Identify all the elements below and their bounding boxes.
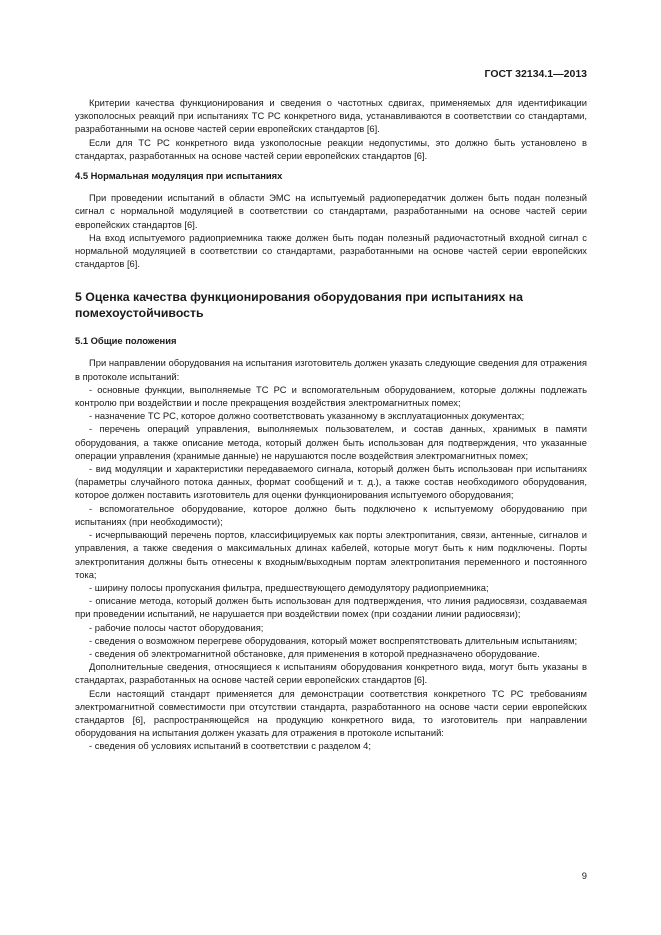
section-heading: 5 Оценка качества функционирования оборудования при испытаниях на помехоустойчивость (75, 290, 523, 320)
paragraph: - назначение ТС РС, которое должно соответствовать указанному в эксплуатационных документах; (89, 410, 525, 422)
paragraph: При направлении оборудования на испытания изготовитель должен указать следующие сведения для отражения в протоколе испытаний: (75, 357, 587, 382)
subsection-heading: 4.5 Нормальная модуляция при испытаниях (75, 170, 283, 182)
paragraph: - сведения об условиях испытаний в соответствии с разделом 4; (89, 740, 371, 752)
paragraph: - сведения о возможном перегреве оборудования, который может воспрепятствовать длительным испытаниям; (89, 634, 578, 646)
paragraph: - ширину полосы пропускания фильтра, предшествующего демодулятору радиоприемника; (89, 581, 489, 593)
page-body (75, 96, 587, 753)
paragraph: На вход испытуемого радиоприемника также должен быть подан полезный радиочастотный входной сигнал с нормальной модуляцией в соответствии со стандартами, разработанными на основе частей серии европейских стандартов [6]. (75, 231, 587, 270)
paragraph: - вспомогательное оборудование, которое должно быть подключено к испытуемому оборудованию при испытаниях (при необходимости); (75, 502, 587, 527)
page-number: 9 (581, 870, 587, 881)
paragraph: - рабочие полосы частот оборудования; (89, 621, 264, 633)
subsection-heading: 5.1 Общие положения (75, 335, 177, 347)
paragraph: - описание метода, который должен быть использован для подтверждения, что линия радиосвязи, создаваемая при проведении испытаний, не нарушается при воздействии помех (при создании линии радиосвязи); (75, 595, 587, 620)
paragraph: При проведении испытаний в области ЭМС на испытуемый радиопередатчик должен быть подан полезный сигнал с нормальной модуляцией в соответствии со стандартами, разработанными на основе частей серии европейских стандартов [6]. (75, 192, 587, 230)
paragraph: Если для ТС РС конкретного вида узкополосные реакции недопустимы, это должно быть установлено в стандартах, разработанных на основе частей серии европейских стандартов [6]. (75, 136, 587, 161)
paragraph: Критерии качества функционирования и сведения о частотных сдвигах, применяемых для идентификации узкополосных реакций при испытаниях ТС РС конкретного вида, устанавливаются в соответствии со стандартами, разработанными на основе частей серии европейских стандартов [6]. (75, 97, 587, 135)
paragraph: Если настоящий стандарт применяется для демонстрации соответствия конкретного ТС РС требованиям электромагнитной совместимости при отсутствии стандарта, разработанного на основе части серии европейских стандартов [6], распространяющейся на продукцию конкретного вида, то изготовитель при направлении оборудования на испытания должен указать для отражения в протоколе испытаний: (75, 687, 587, 739)
paragraph: - исчерпывающий перечень портов, классифицируемых как порты электропитания, связи, антенные, сигналов и управления, а также сведения о максимальных длинах кабелей, которые могут быть к ним подключены. Порты электропитания должны быть отнесены к входным/выходным портам электропитания переменного и постоянного тока; (75, 529, 587, 580)
paragraph: Дополнительные сведения, относящиеся к испытаниям оборудования конкретного вида, могут быть указаны в стандартах, разработанных на основе частей серии европейских стандартов [6]. (75, 661, 587, 686)
paragraph: - основные функции, выполняемые ТС РС и вспомогательным оборудованием, которые должны подлежать контролю при воздействии и после прекращения воздействия электромагнитных помех; (75, 383, 587, 409)
standard-code: ГОСТ 32134.1—2013 (484, 68, 587, 80)
paragraph: - сведения об электромагнитной обстановке, для применения в которой предназначено оборудование. (89, 647, 540, 659)
paragraph: - вид модуляции и характеристики передаваемого сигнала, который должен быть использован при испытаниях (параметры случайного потока данных, формат сообщений и т. д.), а также состав необходимого оборудования, которое должен поставить изготовитель для оценки функционирования испытуемого оборудования; (75, 463, 587, 501)
paragraph: - перечень операций управления, выполняемых пользователем, и состав данных, хранимых в памяти оборудования, а также описание метода, который должен быть использован для подтверждения, что указанные операции управления (хранимые данные) не нарушаются после воздействия электромагнитных помех; (75, 423, 587, 461)
